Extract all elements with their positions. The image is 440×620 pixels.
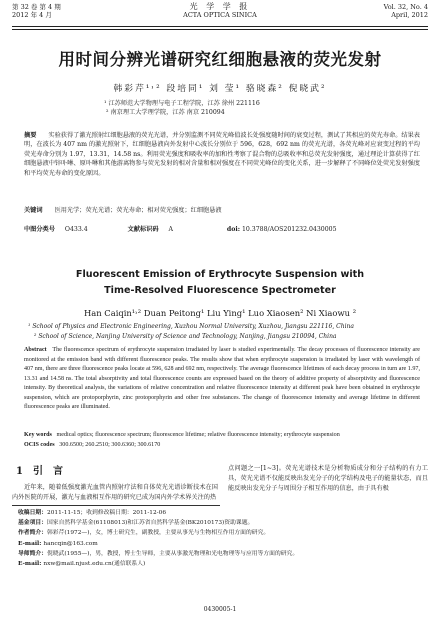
title-en-line2: Time-Resolved Fluorescence Spectrometer (104, 285, 336, 296)
keywords-cn-label: 关键词 (24, 207, 43, 214)
footnote-funding-label: 基金项目： (18, 520, 47, 527)
footnote-advisor-label: 导师简介： (18, 550, 47, 557)
affiliation-cn-1: ¹ 江苏师范大学物理与电子工程学院，江苏 徐州 221116 (104, 100, 260, 107)
header-journal (12, 3, 428, 19)
footnote-funding (18, 518, 424, 528)
footnote-author-bio (18, 528, 424, 538)
abstract-cn (24, 131, 420, 178)
doi-label: doi: (226, 226, 240, 233)
footnote-author-text: 韩彩芹(1972—)，女，博士研究生，副教授，主要从事光与生物相互作用方面的研究。 (47, 530, 270, 537)
footnote-advisor-email (18, 559, 424, 569)
affiliation-en-1: ¹ School of Physics and Electronic Engineering, Xuzhou Normal University, Xuzhou, Jiangsu 221116, China (28, 323, 354, 330)
header-right-line2: April, 2012 (391, 11, 428, 19)
body-column-left (12, 464, 218, 503)
footnote-funding-text: 国家自然科学基金(61108013)和江苏省自然科学基金(BK2010173)资助课题。 (47, 520, 254, 527)
doc-code-label: 文献标识码 (127, 226, 159, 233)
ocis-label: OCIS codes (24, 441, 55, 448)
footnote-advisor-text: 倪晓武(1955—)，男，教授，博士生导师，主要从事激光物理和光电物理等与应用等方面的研究。 (47, 550, 299, 557)
clc-value: O433.4 (64, 226, 88, 233)
title-en-line1: Fluorescent Emission of Erythrocyte Suspension with (75, 269, 365, 280)
affiliation-en-2: ² School of Science, Nanjing University of Science and Technology, Nanjing, Jiangsu 210094, China (34, 333, 337, 340)
keywords-en-text: medical optics; fluorescence spectrum; fluorescence lifetime; relative fluorescence intensity; erythrocyte suspension (56, 432, 340, 438)
footnote-advisor-email-text: nxw@mail.njust.edu.cn(通信联系人) (43, 561, 146, 568)
header-rule (12, 26, 428, 30)
footnotes (18, 508, 424, 569)
journal-title-cn: 光 学 学 报 (189, 2, 251, 11)
footnote-received (18, 508, 424, 518)
paper-title-cn: 用时间分辨光谱研究红细胞悬液的荧光发射 (58, 50, 382, 69)
keywords-en (24, 431, 420, 450)
keywords-cn (24, 207, 420, 216)
header-left-line2: 2012 年 4 月 (12, 11, 52, 19)
affiliations-cn (104, 99, 260, 117)
header-left-line1: 第 32 卷 第 4 期 (12, 3, 61, 11)
journal-title-en: ACTA OPTICA SINICA (183, 11, 257, 19)
abstract-cn-text: 实验获得了激光照射红细胞悬液的荧光光谱，并分别监测不同荧光峰值波长处强度随时间的衰变过程，测试了其相应的荧光寿命。结果表明，在波长为 407 nm 的激光照射下，红细胞悬液向外发射中心波长分别位于 596，628，692 nm 的荧光光谱，各荧光峰对应衰变过程的平均荧光寿命分别为 1.97，13.31，14.58 ns。利用荧光强度和吸收率的加和性考察了混合物的总吸收率和总荧光发射强度，通过理论计算获得了红细胞悬液中锌卟啉、原卟啉和其他游离物参与荧光发射的相对含量和相对强度在不同荧光峰位的变化关系，进一步解释了不同峰位处荧光发射强度和平均荧光寿命的变化原因。 (24, 132, 420, 177)
abstract-cn-label: 摘要 (24, 132, 37, 139)
paper-title-en (0, 267, 440, 299)
footnote-advisor-bio (18, 549, 424, 559)
footnote-received-text: 2011-11-15；收到修改稿日期：2011-12-06 (47, 510, 167, 516)
keywords-en-label: Key words (24, 432, 52, 438)
abstract-en-text: The fluorescence spectrum of erythrocyte suspension irradiated by laser is studied experimentally. The decay processes of fluorescence intensity are monitored at the emission band with different fluorescence peaks. The results show that when erythrocyte suspension is irradiated by laser with wavelength of 407 nm, there are three fluorescence peaks locate at 596, 628 and 692 nm, respectively. The average fluorescence lifetimes of each decay process in turn are 1.97, 13.31 and 14.58 ns. The total absorptivity and total fluorescence counts are expressed based on the theory of additive property of absorptivity and fluorescence intensity. By theoretical analysis, the variations of relative concentration and relative fluorescence intensity at different peak have been obtained in erythrocyte suspension, which are protoporphyrin, zinc protoporphyrin and other free substances. The change of fluorescence intensity and average lifetime in different fluorescence peaks are illuminated. (24, 347, 420, 410)
footnote-received-label: 收稿日期： (18, 510, 47, 516)
ocis-text: 300.6500; 260.2510; 300.6360; 300.6170 (59, 441, 161, 448)
classification-line (24, 224, 337, 233)
header-issue (384, 3, 428, 19)
doi-value: 10.3788/AOS201232.0430005 (241, 226, 337, 233)
footnote-rule (12, 505, 220, 506)
section-number: 1 (16, 466, 23, 477)
abstract-en (24, 346, 420, 413)
page-number: 0430005-1 (203, 606, 237, 613)
abstract-en-label: Abstract (24, 347, 47, 353)
section-heading-intro (16, 464, 218, 480)
authors-en: Han Caiqin¹˒² Duan Peitong¹ Liu Ying¹ Luo Xiaosen² Ni Xiaowu ² (83, 308, 357, 318)
footnote-author-email (18, 539, 424, 549)
affiliation-cn-2: ² 南京理工大学理学院，江苏 南京 210094 (106, 109, 225, 116)
intro-paragraph-left: 近年来，随着低强度激光血管内照射疗法和自体荧光光谱诊断技术在国内外医院的开展，激光与血液相互作用的研究已成为国内外学术界关注的热 (12, 484, 218, 501)
section-title: 引言 (32, 466, 73, 477)
intro-paragraph-right: 点问题之一[1~3]。荧光光谱技术是分析物质成分和分子结构的有力工具，荧光光谱不仅能反映出发光分子的化学结构及电子的能量状态，而且能反映出发光分子与周围分子相互作用的信息，由于具有极 (228, 465, 428, 492)
footnote-author-email-label: E-mail: (18, 540, 44, 547)
affiliations-en (28, 322, 424, 342)
footnote-author-email-text: hancqin@163.com (43, 540, 98, 547)
footnote-author-label: 作者简介： (18, 530, 47, 537)
authors-cn: 韩彩芹¹˒² 段培同¹ 刘 莹¹ 骆晓森² 倪晓武² (113, 84, 327, 94)
doc-code-value: A (168, 226, 173, 233)
clc-label: 中图分类号 (24, 226, 55, 233)
keywords-cn-text: 医用光学；荧光光谱；荧光寿命；相对荧光强度；红细胞悬液 (54, 207, 222, 214)
running-header (12, 3, 428, 27)
footnote-advisor-email-label: E-mail: (18, 561, 44, 568)
header-right-line1: Vol. 32, No. 4 (383, 3, 428, 11)
